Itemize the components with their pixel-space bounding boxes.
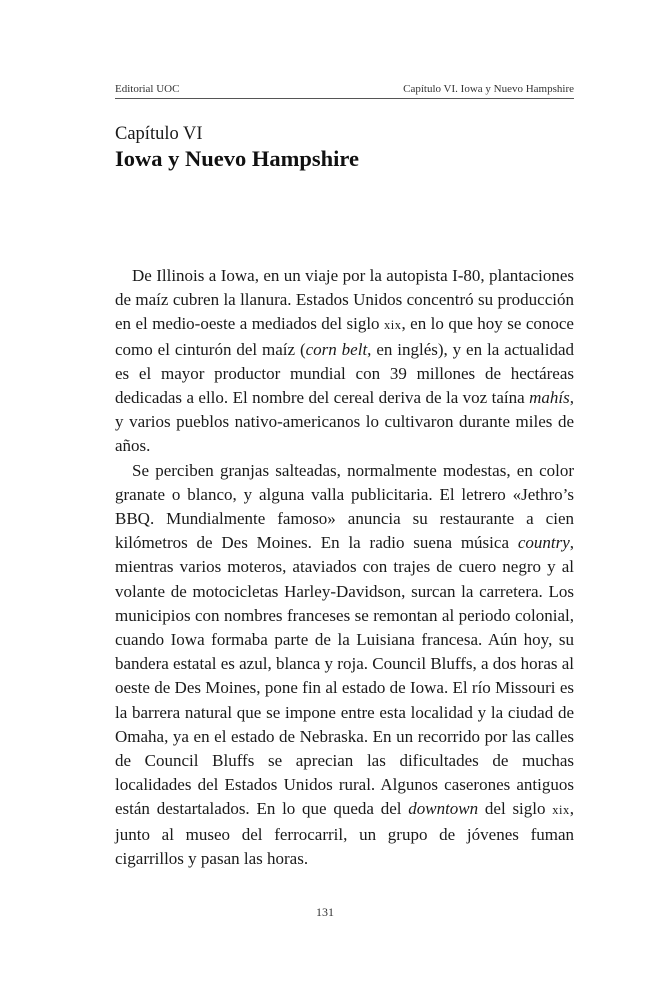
italic-term: downtown (408, 799, 479, 819)
text-run: del siglo (478, 799, 553, 819)
text-run: , junto al museo del ferrocarril, un grupo de jóvenes fuman cigarrillos y pasan las horas. (115, 799, 574, 868)
page-number: 131 (316, 905, 334, 919)
text-run: , y varios pueblos nativo-americanos lo cultivaron durante miles de años. (115, 388, 574, 456)
italic-term: country (517, 533, 570, 553)
chapter-label: Capítulo VI (115, 124, 203, 144)
body-text (115, 264, 574, 871)
italic-term: corn belt (305, 339, 368, 359)
running-chapter-title: Capítulo VI. Iowa y Nuevo Hampshire (403, 83, 574, 95)
text-run: Se perciben granjas salteadas, normalmente modestas, en color granate o blanco, y alguna valla publicitaria. El letrero «Jethro’s BBQ. Mundialmente famoso» anuncia su restaurante a cien kilómetros de Des Moines. En la radio suena música (115, 460, 574, 553)
running-header (115, 81, 574, 99)
text-run: , mientras varios moteros, ataviados con trajes de cuero negro y al volante de motocicletas Harley-Davidson, surcan la carretera. Los municipios con nombres franceses se remontan al periodo colonial, cuando Iowa formaba parte de la Luisiana francesa. Aún hoy, su bandera estatal es azul, blanca y roja. Council Bluffs, a dos horas al oeste de Des Moines, pone fin al estado de Iowa. El río Missouri es la barrera natural que se impone entre esta localidad y la ciudad de Omaha, ya en el estado de Nebraska. En un recorrido por las calles de Council Bluffs se aprecian las dificultades de muchas localidades del Estados Unidos rural. Algunos caserones antiguos están destartalados. En lo que queda del (115, 533, 575, 819)
text-run: , en lo que hoy se conoce como el cinturón del maíz ( (115, 314, 574, 359)
text-run: , en inglés), y en la actualidad es el mayor productor mundial con 39 millones de hectáreas dedicadas a ello. El nombre del cereal deriva de la voz taína (115, 339, 574, 408)
italic-term: mahís (529, 388, 570, 408)
chapter-title: Iowa y Nuevo Hampshire (115, 146, 359, 171)
header-rule (115, 98, 574, 99)
publisher-name: Editorial UOC (115, 83, 180, 95)
small-caps-numeral: xix (384, 318, 402, 333)
paragraph (115, 264, 574, 459)
small-caps-numeral: xix (552, 803, 570, 818)
text-run: De Illinois a Iowa, en un viaje por la autopista I-80, plantaciones de maíz cubren la llanura. Estados Unidos concentró su producción en el medio-oeste a mediados del siglo (115, 266, 574, 334)
paragraph (115, 459, 574, 871)
